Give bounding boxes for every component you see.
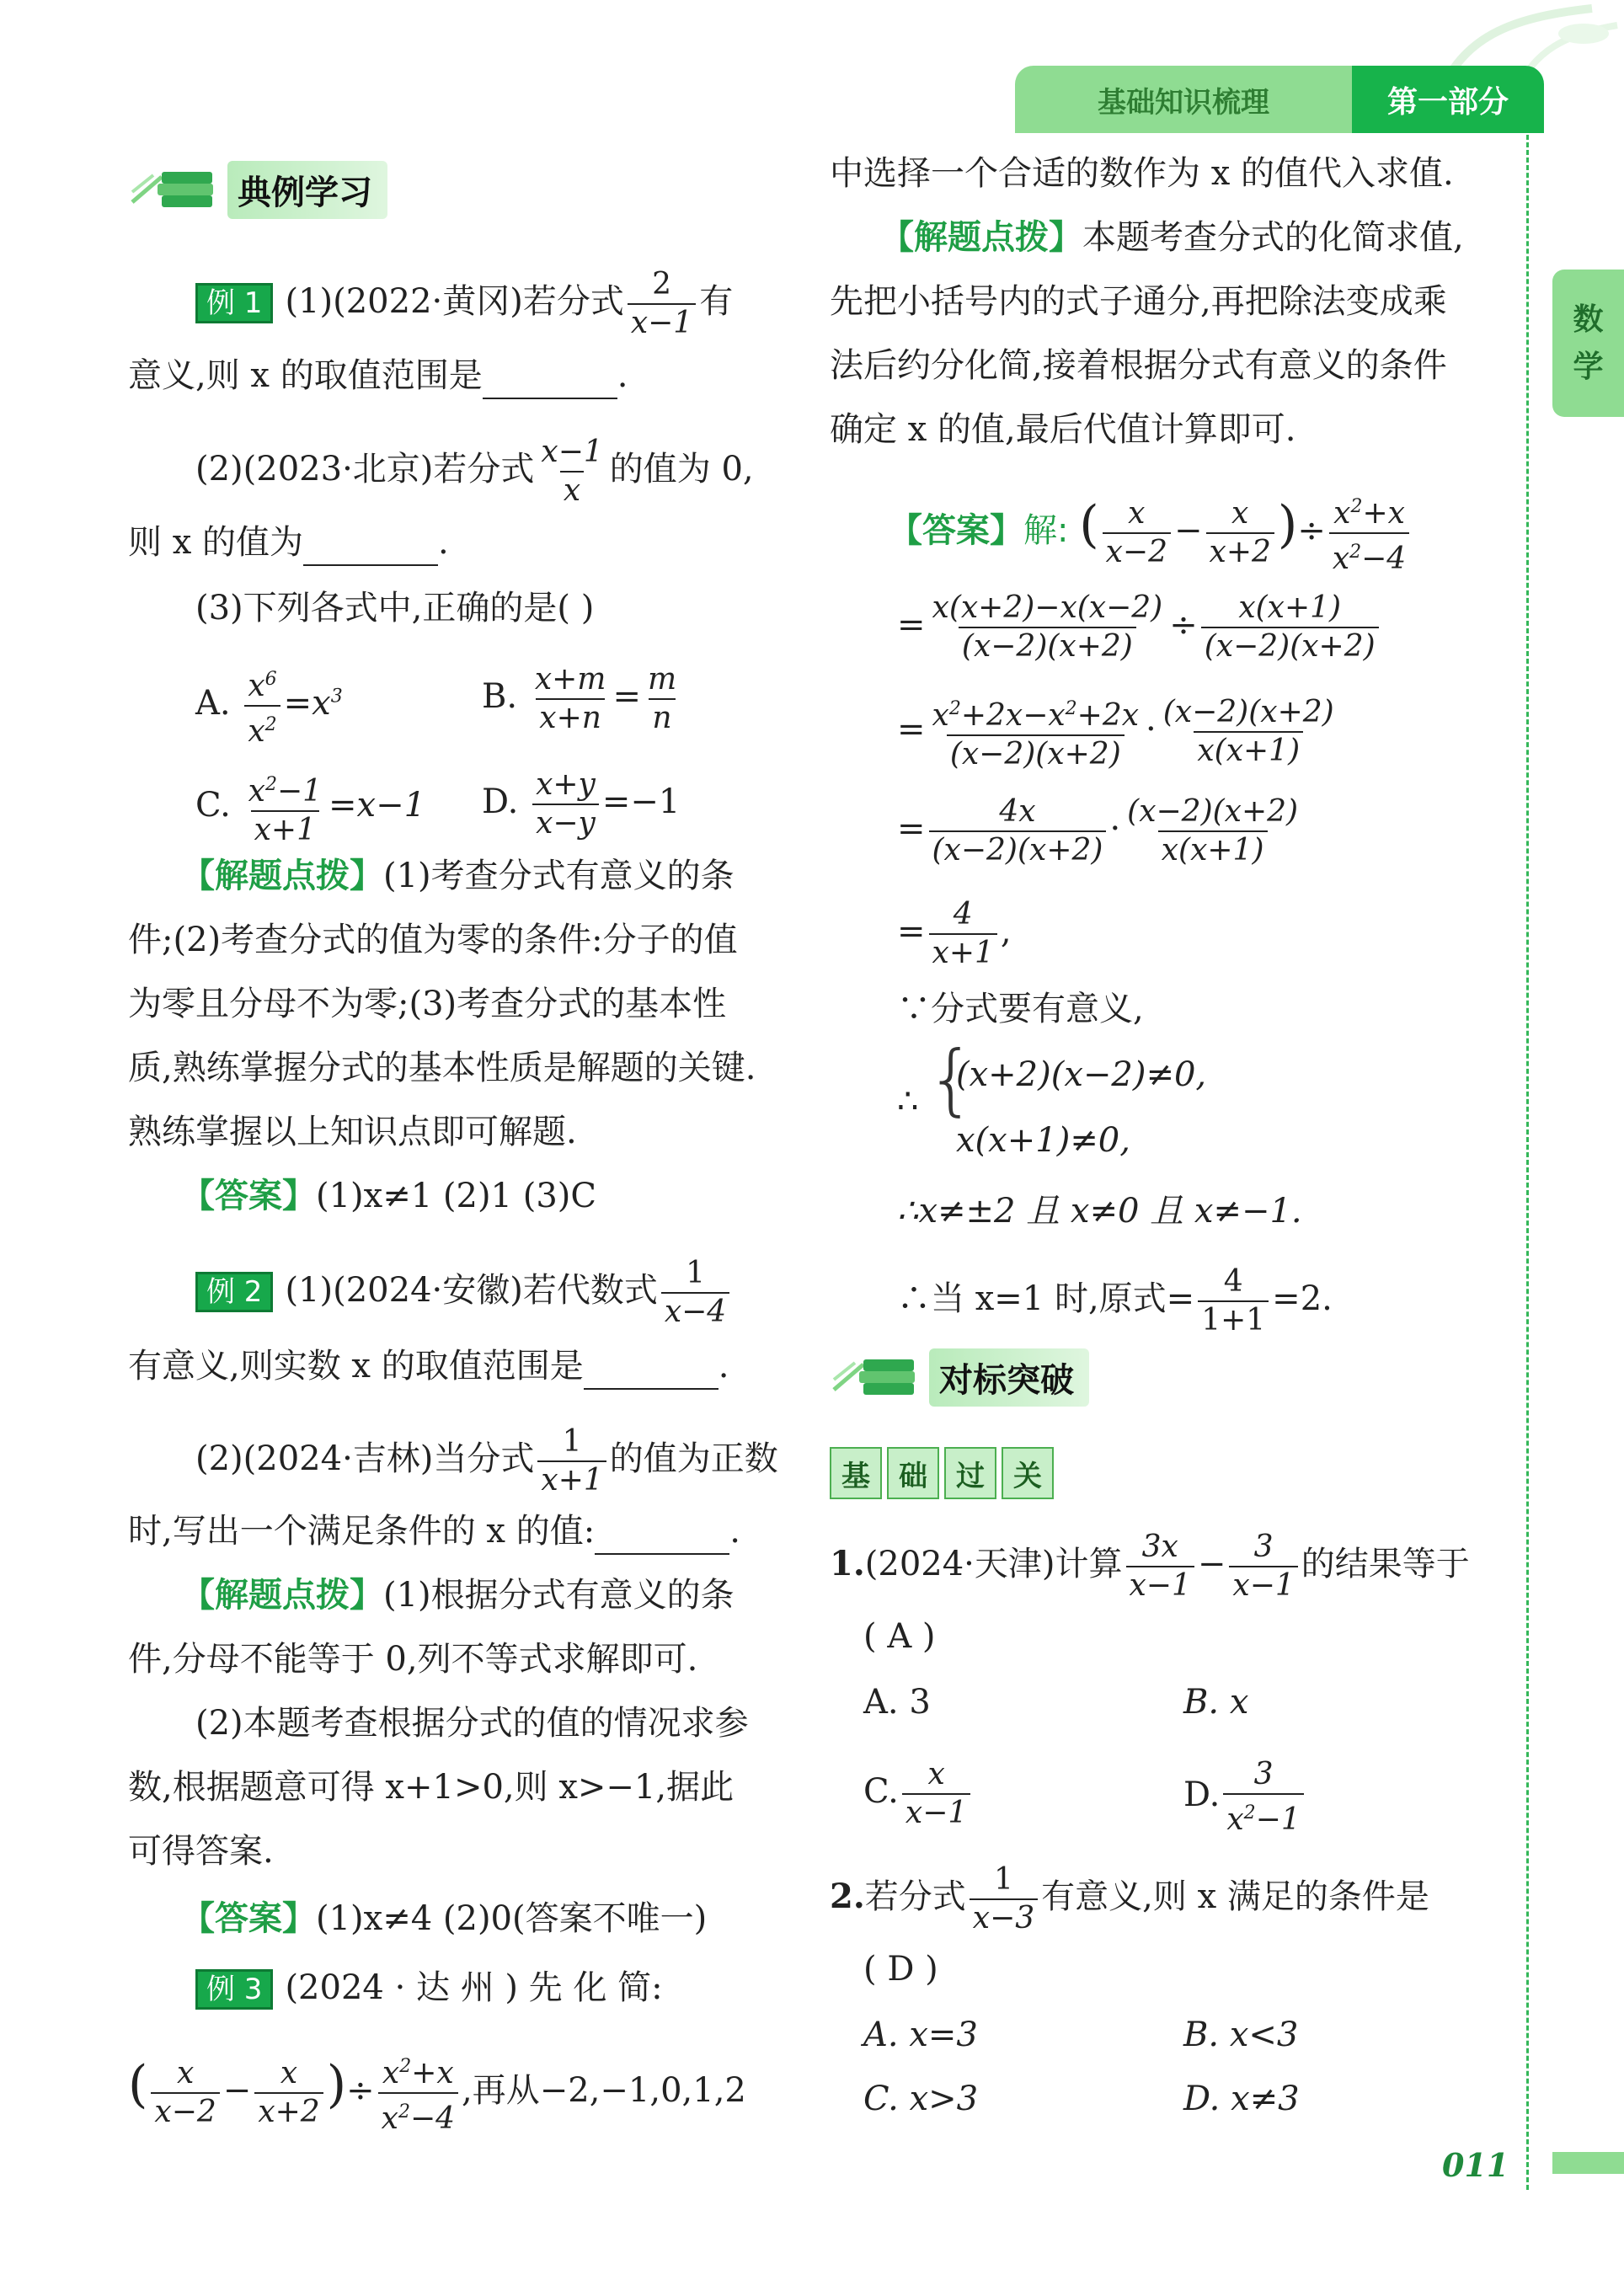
- section-title-label: 对标突破: [929, 1348, 1089, 1407]
- example-1-q1-line2: 意义,则 x 的取值范围是 .: [128, 352, 628, 399]
- option-d: D. $\frac{x+y}{x-y}$ =−1: [482, 767, 681, 841]
- subject-char-1: 数: [1573, 302, 1604, 337]
- example-2-q1-line2: 有意义,则实数 x 的取值范围是 .: [128, 1343, 729, 1390]
- books-icon: [128, 160, 221, 219]
- option-a: A. $\frac{x^6}{x^2}$ $=x^3$: [195, 669, 343, 749]
- example-2-tips-line5: 可得答案.: [128, 1832, 274, 1871]
- example-3-tips-line1: 【解题点拨】本题考查分式的化简求值,: [880, 218, 1464, 257]
- system-eq-2: x(x+1)≠0,: [956, 1121, 1130, 1160]
- page-number: 011: [1442, 2146, 1509, 2184]
- example-1-q2: (2)(2023·北京)若分式 $\frac{x-1}{x}$ 的值为 0,: [195, 435, 754, 508]
- solution-step-1: = $\frac{x(x+2)-x(x-2)}{(x-2)(x+2)}$ ÷ $\frac{x(x+1)}{(x-2)(x+2)}$: [897, 590, 1382, 665]
- subject-char-2: 学: [1573, 349, 1604, 384]
- problem-1-option-a: A. 3: [863, 1683, 931, 1722]
- example-1-tips-line4: 质,熟练掌握分式的基本性质是解题的关键.: [128, 1049, 756, 1087]
- solution-step-3: = $\frac{4x}{(x-2)(x+2)}$ · $\frac{(x-2)(x+2)}{x(x+1)}$: [897, 794, 1299, 868]
- example-2-tips-line2: 件,分母不能等于 0,列不等式求解即可.: [128, 1640, 698, 1679]
- problem-2: 2.若分式 $\frac{1}{x-3}$ 有意义,则 x 满足的条件是: [830, 1862, 1429, 1936]
- section-tab: 基础知识梳理: [1015, 66, 1352, 133]
- books-icon: [830, 1348, 922, 1407]
- example-1-tips-line3: 为零且分母不为零;(3)考查分式的基本性: [128, 985, 727, 1023]
- answer-blank[interactable]: [303, 531, 438, 566]
- example-2-tips-line1: 【解题点拨】(1)根据分式有意义的条: [181, 1576, 735, 1615]
- page-divider: [1526, 135, 1529, 2190]
- example-3-expr: ( $\frac{x}{x-2}$ − $\frac{x}{x+2}$ )÷ $\frac{x^2+x}{x^2-4}$ ,再从−2,−1,0,1,2: [128, 2055, 746, 2136]
- system-eq-1: (x+2)(x−2)≠0,: [956, 1055, 1207, 1094]
- part-tab: 第一部分: [1352, 66, 1544, 133]
- solution-step-2: = $\frac{x^2+2x-x^2+2x}{(x-2)(x+2)}$ · $\frac{(x-2)(x+2)}{x(x+1)}$: [897, 695, 1334, 772]
- example-1-q3: (3)下列各式中,正确的是( ): [195, 589, 595, 627]
- example-1-tips-line5: 熟练掌握以上知识点即可解题.: [128, 1113, 577, 1151]
- solution-therefore: ∴: [897, 1082, 919, 1121]
- option-b: B. $\frac{x+m}{x+n}$ = $\frac{m}{n}$: [482, 662, 677, 735]
- example-3-answer: 【答案】解: ( $\frac{x}{x-2}$ − $\frac{x}{x+2}$ )÷ $\frac{x^2+x}{x^2-4}$: [889, 489, 1413, 578]
- problem-1: 1.(2024·天津)计算 $\frac{3x}{x-1}$ − $\frac{3}{x-1}$ 的结果等于: [830, 1530, 1470, 1603]
- example-1-q1: 例 1 (1)(2022·黄冈)若分式 $\frac{2}{x-1}$ 有: [195, 266, 733, 342]
- section-title-practice: [830, 1348, 1089, 1407]
- example-3-tips-line3: 法后约分化简,接着根据分式有意义的条件: [830, 346, 1447, 385]
- basic-level-badge: 基 础 过 关: [830, 1447, 1059, 1499]
- problem-1-option-c: C. $\frac{x}{x-1}$: [863, 1756, 974, 1832]
- example-1-badge: 例 1: [195, 283, 273, 323]
- problem-2-option-a: A. x=3: [863, 2016, 978, 2054]
- fraction: $\frac{x-1}{x}$: [541, 435, 603, 508]
- example-2-tips-line4: 数,根据题意可得 x+1>0,则 x>−1,据此: [128, 1768, 735, 1807]
- option-c: C. $\frac{x^2-1}{x+1}$ =x−1: [195, 774, 426, 847]
- solution-step-4: = $\frac{4}{x+1}$ ,: [897, 897, 1012, 970]
- example-2-q2: (2)(2024·吉林)当分式 $\frac{1}{x+1}$ 的值为正数: [195, 1424, 778, 1498]
- problem-1-option-b: B. x: [1183, 1683, 1249, 1722]
- section-title-label: 典例学习: [227, 161, 387, 219]
- problem-2-option-d: D. x≠3: [1183, 2080, 1300, 2118]
- example-3-q: 例 3 (2024 · 达 州 ) 先 化 简:: [195, 1964, 663, 2011]
- example-3-tips-line4: 确定 x 的值,最后代值计算即可.: [830, 410, 1296, 449]
- example-2-q2-line2: 时,写出一个满足条件的 x 的值: .: [128, 1508, 740, 1555]
- solution-conclusion-2: ∴当 x=1 时,原式= $\frac{4}{1+1}$ =2.: [897, 1264, 1333, 1338]
- example-2-answer: 【答案】(1)x≠4 (2)0(答案不唯一): [181, 1899, 708, 1938]
- section-title-examples: [128, 160, 387, 219]
- system-brace: {: [927, 1034, 976, 1124]
- problem-2-option-b: B. x<3: [1183, 2016, 1299, 2054]
- example-2-badge: 例 2: [195, 1272, 273, 1312]
- fraction: $\frac{2}{x-1}$: [628, 266, 696, 342]
- problem-2-option-c: C. x>3: [863, 2080, 979, 2118]
- footer-bar: [1552, 2152, 1624, 2174]
- example-3-badge: 例 3: [195, 1969, 273, 2010]
- answer-blank[interactable]: [595, 1519, 729, 1555]
- answer-blank[interactable]: [584, 1354, 719, 1390]
- example-1-tips-line1: 【解题点拨】(1)考查分式有意义的条: [181, 857, 735, 895]
- problem-2-answer: ( D ): [863, 1950, 938, 1989]
- problem-1-option-d: D. $\frac{3}{x^2-1}$: [1183, 1756, 1307, 1839]
- example-3-tips-line2: 先把小括号内的式子通分,再把除法变成乘: [830, 282, 1447, 321]
- example-3-cont: 中选择一个合适的数作为 x 的值代入求值.: [830, 154, 1454, 193]
- problem-1-answer: ( A ): [863, 1617, 936, 1656]
- example-1-tips-line2: 件;(2)考查分式的值为零的条件:分子的值: [128, 921, 738, 959]
- example-2-q1: 例 2 (1)(2024·安徽)若代数式 $\frac{1}{x-4}$: [195, 1255, 733, 1331]
- example-1-q2-line2: 则 x 的值为 .: [128, 519, 449, 566]
- answer-blank[interactable]: [483, 364, 617, 399]
- example-1-answer: 【答案】(1)x≠1 (2)1 (3)C: [181, 1177, 596, 1215]
- solution-condition: ∵分式要有意义,: [897, 990, 1144, 1028]
- subject-tab: [1552, 270, 1624, 417]
- solution-conclusion-1: ∴x≠±2 且 x≠0 且 x≠−1.: [897, 1192, 1302, 1231]
- example-2-tips-line3: (2)本题考查根据分式的值的情况求参: [195, 1704, 749, 1743]
